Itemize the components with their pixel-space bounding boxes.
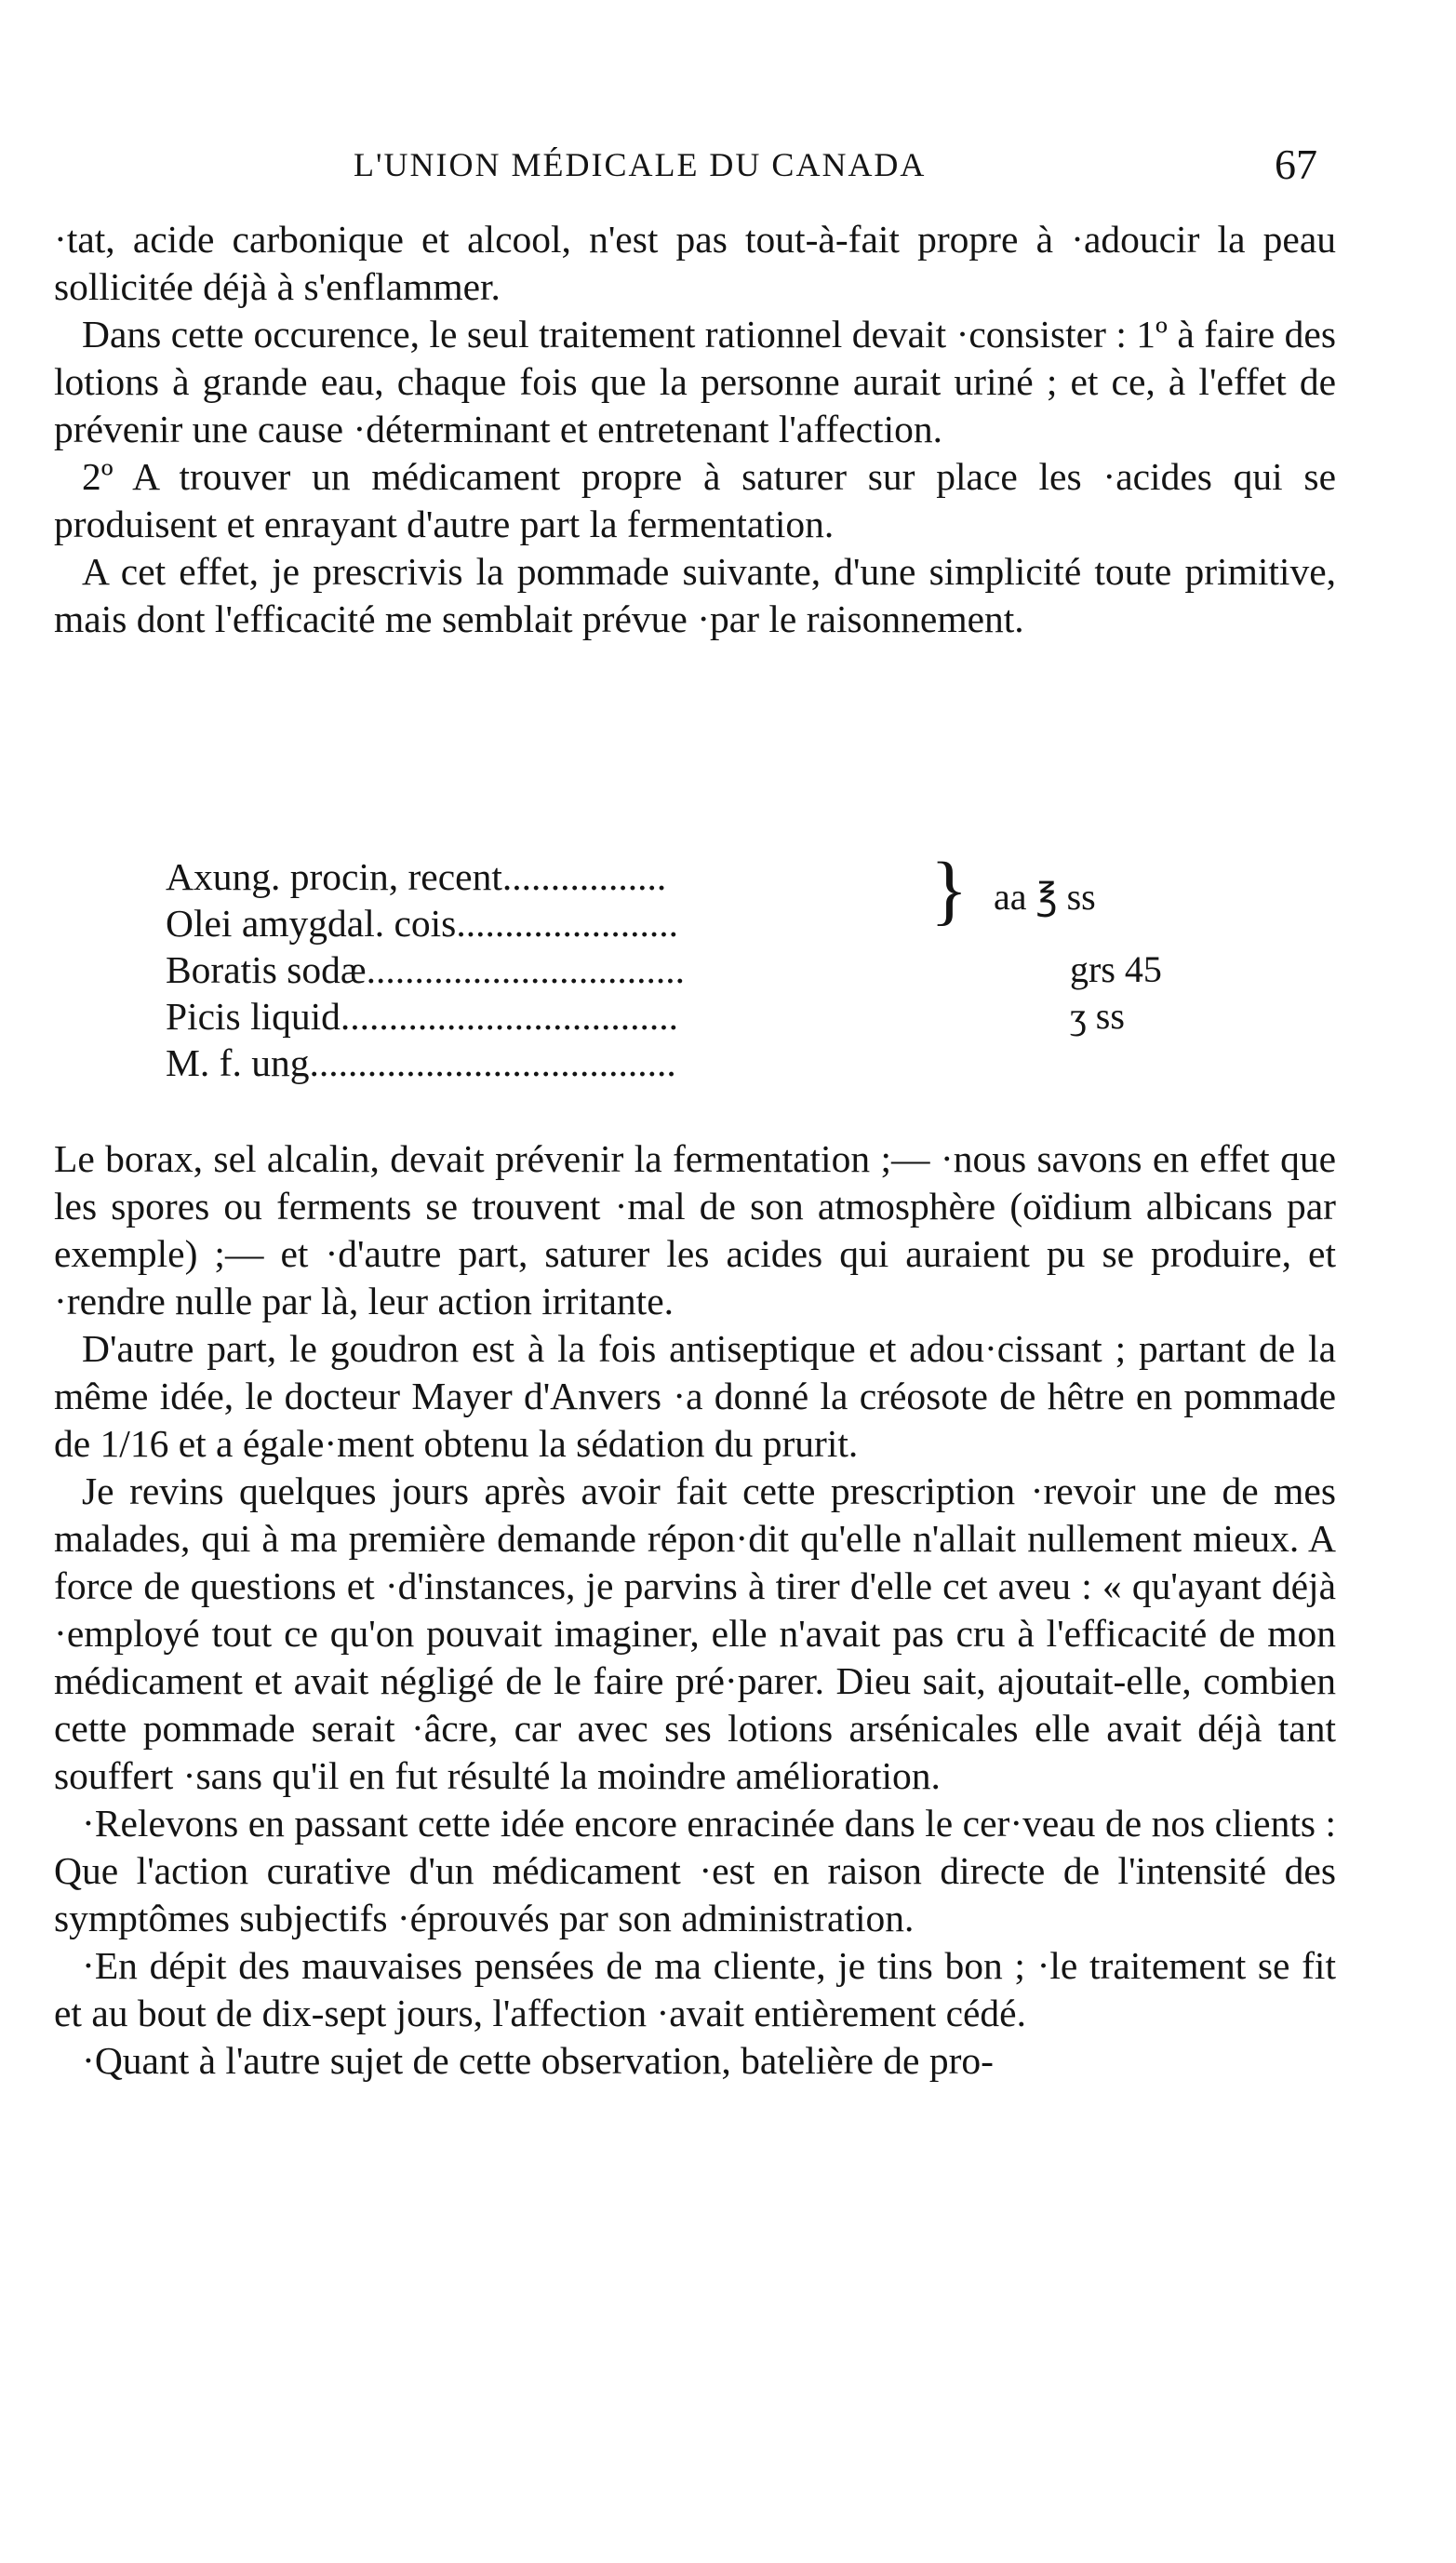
- dose-combined: aa ℥ ss: [994, 876, 1096, 918]
- dose-picis: ʒ ss: [1070, 995, 1125, 1037]
- paragraph: Le borax, sel alcalin, devait prévenir la fermentation ;— ·nous savons en effet que les spores ou ferments se trouvent ·mal de son atmosphère (oïdium albicans par exemple) ;— et ·d'autre part, saturer les acides qui auraient pu se produire, et ·rendre nulle par là, leur action irritante.: [54, 1137, 1336, 1322]
- paragraph: ·En dépit des mauvaises pensées de ma cliente, je tins bon ; ·le traitement se fit et au bout de dix-sept jours, l'affection ·avait entièrement cédé.: [54, 1944, 1336, 2034]
- prescription-line: M. f. ung......................................: [166, 1041, 676, 1084]
- brace-glyph: }: [930, 847, 968, 933]
- paragraph: ·Quant à l'autre sujet de cette observation, batelière de pro-: [82, 2039, 994, 2082]
- body-text-bottom: [54, 1135, 1336, 2085]
- paragraph: ·Relevons en passant cette idée encore enracinée dans le cer·veau de nos clients : Que l'action curative d'un médicament ·est en raison directe de l'intensité des symptômes subjectifs ·éprouvés par son administration.: [54, 1802, 1336, 1939]
- paragraph: ·tat, acide carbonique et alcool, n'est pas tout-à-fait propre à ·adoucir la peau sollicitée déjà à s'enflammer.: [54, 218, 1336, 308]
- paragraph: A cet effet, je prescrivis la pommade suivante, d'une simplicité toute primitive, mais dont l'efficacité me semblait prévue ·par le raisonnement.: [54, 550, 1336, 640]
- running-title: L'UNION MÉDICALE DU CANADA: [354, 146, 927, 183]
- paragraph: 2º A trouver un médicament propre à saturer sur place les ·acides qui se produisent et enrayant d'autre part la fermentation.: [54, 455, 1336, 545]
- page-header: [0, 140, 1340, 195]
- prescription-line: Axung. procin, recent.................: [166, 855, 667, 898]
- prescription-line: Boratis sodæ.................................: [166, 948, 685, 991]
- paragraph: Je revins quelques jours après avoir fait cette prescription ·revoir une de mes malades, qui à ma première demande répon·dit qu'elle n'allait nullement mieux. A force de questions et ·d'instances, je parvins à tirer d'elle cet aveu : « qu'ayant déjà ·employé tout ce qu'on pouvait imaginer, elle n'avait pas cru à l'efficacité de mon médicament et avait négligé de le faire pré·parer. Dieu sait, ajoutait-elle, combien cette pommade serait ·âcre, car avec ses lotions arsénicales elle avait déjà tant souffert ·sans qu'il en fut résulté la moindre amélioration.: [54, 1469, 1336, 1797]
- paragraph: D'autre part, le goudron est à la fois antiseptique et adou·cissant ; partant de la même idée, le docteur Mayer d'Anvers ·a donné la créosote de hêtre en pommade de 1/16 et a égale·ment obtenu la sédation du prurit.: [54, 1327, 1336, 1465]
- paragraph: Dans cette occurence, le seul traitement rationnel devait ·consister : 1º à faire des lotions à grande eau, chaque fois que la personne aurait uriné ; et ce, à l'effet de prévenir une cause ·déterminant et entretenant l'affection.: [54, 313, 1336, 450]
- prescription-line: Olei amygdal. cois.......................: [166, 902, 678, 945]
- page-number: 67: [1275, 141, 1317, 188]
- dose-boratis: grs 45: [1070, 948, 1162, 990]
- prescription-line: Picis liquid...................................: [166, 995, 679, 1038]
- body-text-top: [54, 216, 1336, 643]
